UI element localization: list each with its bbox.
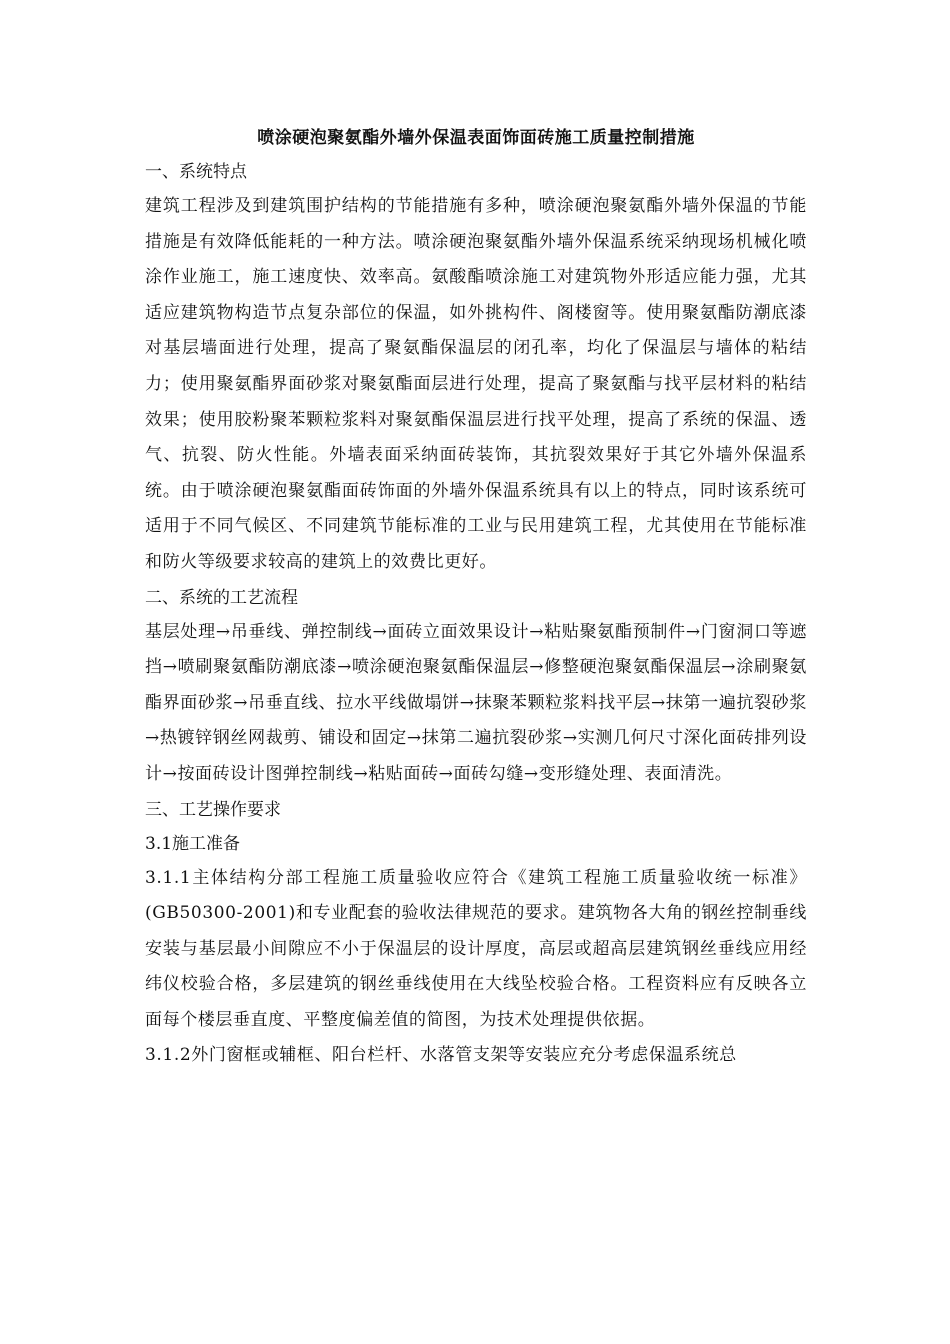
section-3-1-2-paragraph: 3.1.2外门窗框或辅框、阳台栏杆、水落管支架等安装应充分考虑保温系统总 — [145, 1045, 737, 1066]
section-2-paragraph: 基层处理→吊垂线、弹控制线→面砖立面效果设计→粘贴聚氨酯预制件→门窗洞口等遮挡→喷刷聚氨酯防潮底漆→喷涂硬泡聚氨酯保温层→修整硬泡聚氨酯保温层→涂刷聚氨酯界面砂浆→吊垂直线、拉水平线做塌饼→抹聚苯颗粒浆料找平层→抹第一遍抗裂砂浆→热镀锌钢丝网裁剪、铺设和固定→抹第二遍抗裂砂浆→实测几何尺寸深化面砖排列设计→按面砖设计图弹控制线→粘贴面砖→面砖勾缝→变形缝处理、表面清洗。 — [145, 621, 807, 784]
section-3-1-heading: 3.1施工准备 — [145, 833, 241, 854]
section-2-heading: 二、系统的工艺流程 — [145, 587, 298, 608]
section-1-paragraph: 建筑工程涉及到建筑围护结构的节能措施有多种，喷涂硬泡聚氨酯外墙外保温的节能措施是有效降低能耗的一种方法。喷涂硬泡聚氨酯外墙外保温系统采纳现场机械化喷涂作业施工，施工速度快、效率高。氨酸酯喷涂施工对建筑物外形适应能力强，尤其适应建筑物构造节点复杂部位的保温，如外挑构件、阁楼窗等。使用聚氨酯防潮底漆对基层墙面进行处理，提高了聚氨酯保温层的闭孔率，均化了保温层与墙体的粘结力；使用聚氨酯界面砂浆对聚氨酯面层进行处理，提高了聚氨酯与找平层材料的粘结效果；使用胶粉聚苯颗粒浆料对聚氨酯保温层进行找平处理，提高了系统的保温、透气、抗裂、防火性能。外墙表面采纳面砖装饰，其抗裂效果好于其它外墙外保温系统。由于喷涂硬泡聚氨酯面砖饰面的外墙外保温系统具有以上的特点，同时该系统可适用于不同气候区、不同建筑节能标准的工业与民用建筑工程，尤其使用在节能标准和防火等级要求较高的建筑上的效费比更好。 — [145, 196, 807, 572]
section-3-1-1-paragraph: 3.1.1主体结构分部工程施工质量验收应符合《建筑工程施工质量验收统一标准》(GB50300-2001)和专业配套的验收法律规范的要求。建筑物各大角的钢丝控制垂线安装与基层最小间隙应不小于保温层的设计厚度，高层或超高层建筑钢丝垂线应用经纬仪校验合格，多层建筑的钢丝垂线使用在大线坠校验合格。工程资料应有反映各立面每个楼层垂直度、平整度偏差值的简图，为技术处理提供依据。 — [145, 867, 807, 1030]
section-3-heading: 三、工艺操作要求 — [145, 799, 281, 820]
document-body — [145, 121, 807, 1074]
section-1-heading: 一、系统特点 — [145, 162, 247, 182]
document-title: 喷涂硬泡聚氨酯外墙外保温表面饰面砖施工质量控制措施 — [257, 128, 695, 148]
